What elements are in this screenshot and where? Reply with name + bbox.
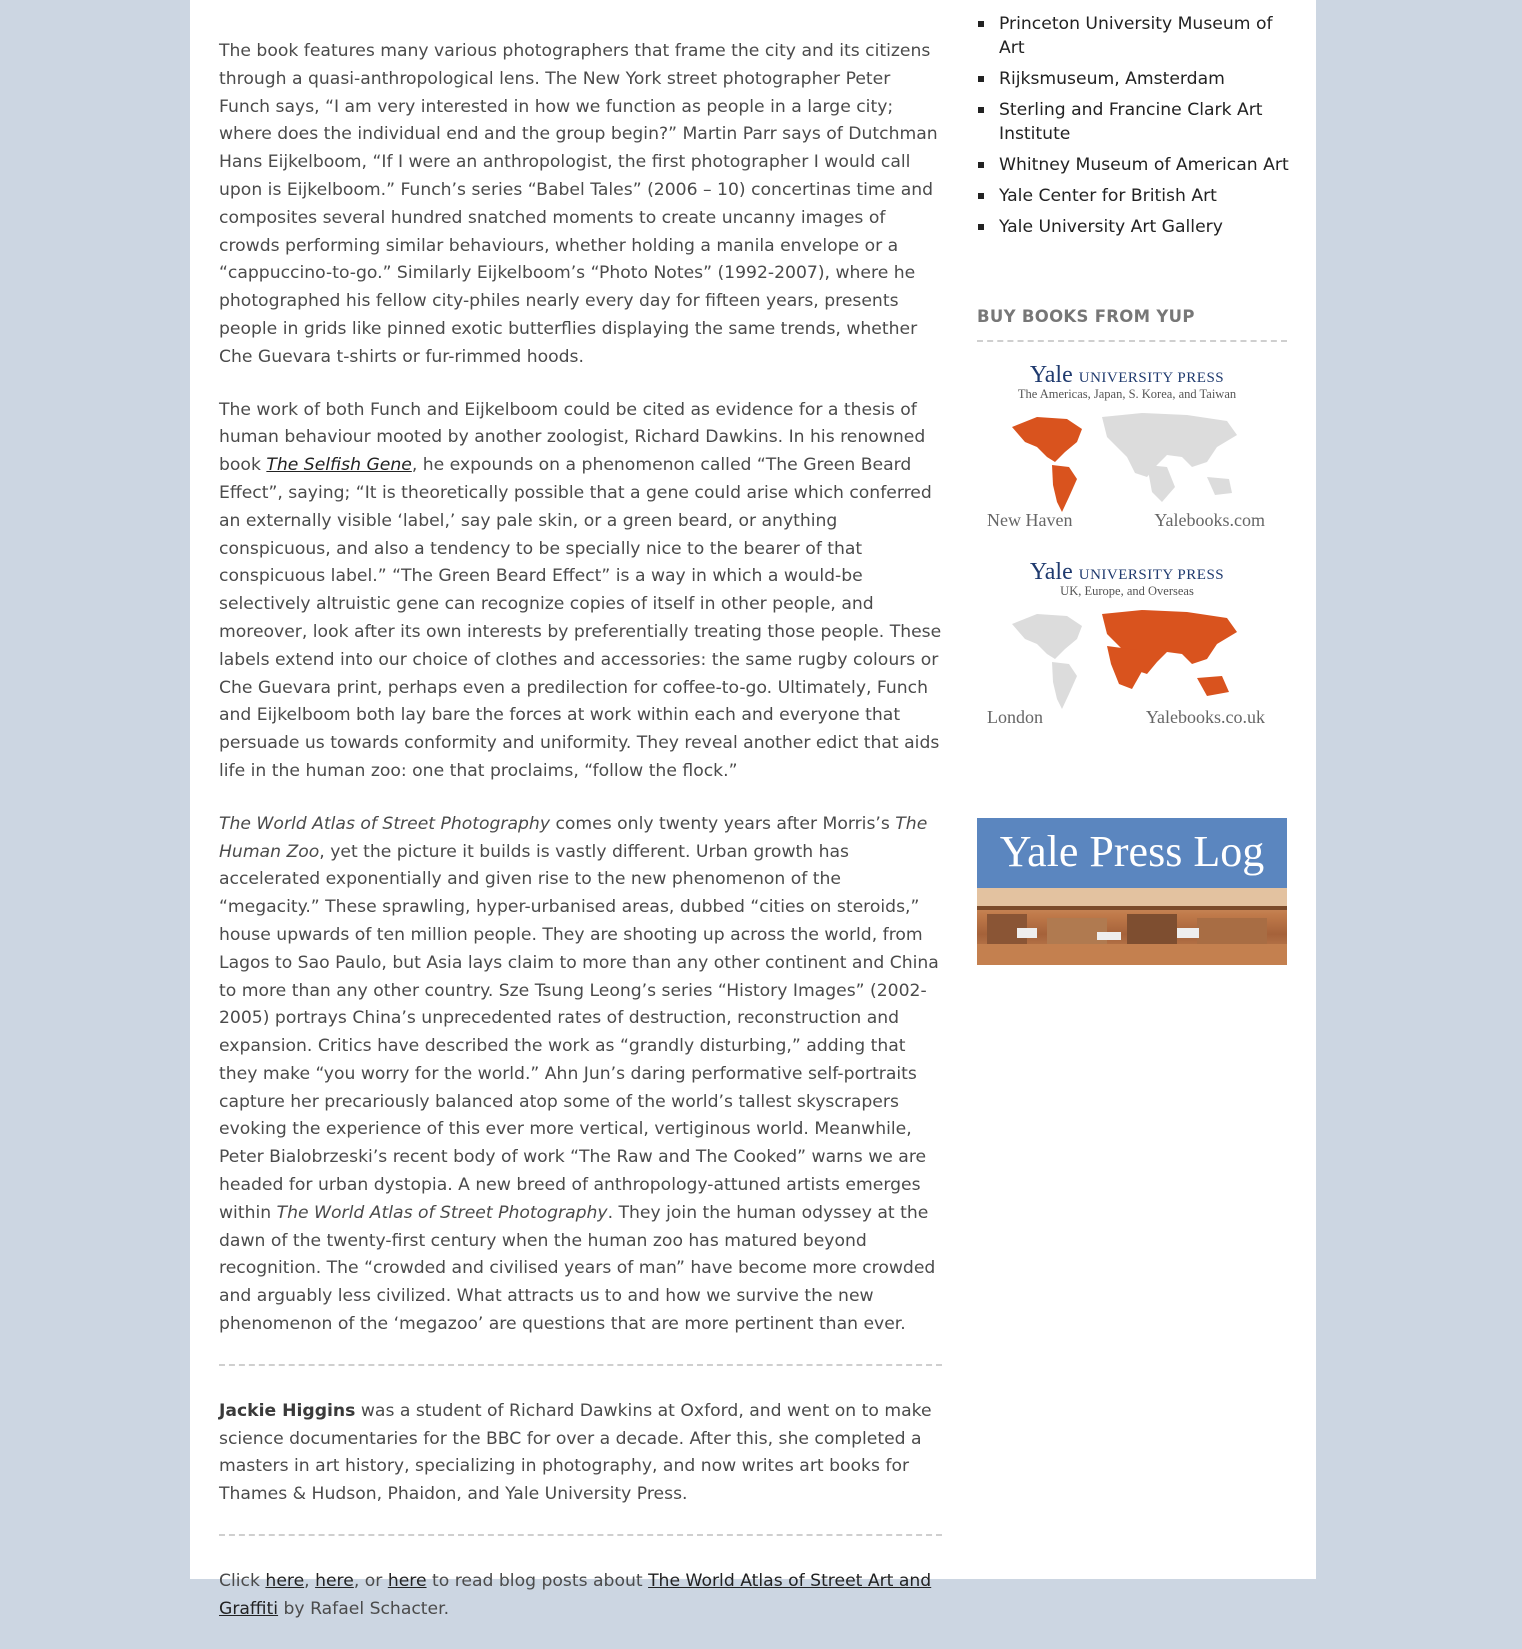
banner-city: London [987,707,1043,727]
museum-name: Yale University Art Gallery [999,217,1223,237]
text-span: . They join the human odyssey at the dawn of the twenty-first century when the human zoo has matured beyond recognition. The “crowded and civilised years of man” have become more crowded and arguably less civilized. What attracts us to and how we survive the new phenomenon of the ‘megazoo’ are questions that are more pertinent than ever. [219,1202,936,1335]
selfish-gene-link[interactable] [266,455,411,475]
text-span: comes only twenty years after Morris’s [550,813,896,834]
article-paragraph-2 [219,397,942,786]
text-span: Click [219,1571,266,1592]
here-link-2[interactable]: here [315,1571,354,1592]
brand-main: Yale [1029,362,1073,388]
text-span: to read blog posts about [426,1571,649,1592]
world-map-americas-icon [1007,407,1247,512]
banner-site: Yalebooks.com [1154,510,1265,530]
museum-list-item[interactable] [977,153,1289,177]
bullet-icon [978,224,984,230]
author-name: Jackie Higgins [219,1400,356,1421]
page [190,0,1316,1619]
text-span: , or [353,1571,388,1592]
brand-sub: UNIVERSITY PRESS [1078,567,1225,583]
book-title: The Human Zoo [219,813,928,862]
museum-list-item[interactable] [977,67,1289,91]
here-link-1[interactable]: here [265,1571,305,1592]
yale-press-log-banner[interactable] [977,818,1287,965]
world-map-europe-icon [1007,604,1247,709]
museum-name: Whitney Museum of American Art [999,155,1289,175]
street-art-book-link[interactable]: The World Atlas of Street Art and Graffiti [219,1571,932,1619]
bullet-icon [978,107,984,113]
text-span: , [304,1571,316,1592]
brand-main: Yale [1029,559,1073,585]
book-title: The World Atlas of Street Photography [276,1202,608,1223]
article-paragraph-3 [219,811,942,1339]
museum-name: Princeton University Museum of Art [999,14,1273,58]
text-span: was a student of Richard Dawkins at Oxford, and went on to make science documentaries for the BBC for over a decade. After this, she completed a masters in art history, specializing in photography, and now writes art books for Thames & Hudson, Phaidon, and Yale University Press. [219,1400,932,1505]
banner-region: The Americas, Japan, S. Korea, and Taiwan [1017,387,1237,401]
article-paragraph-1: The book features many various photographers that frame the city and its citizens through a quasi-anthropological lens. The New York street photographer Peter Funch says, “I am very interested in how we function as people in a large city; where does the individual end and the group begin?” Martin Parr says of Dutchman Hans Eijkelboom, “If I were an anthropologist, the first photographer I would call upon is Eijkelboom.” Funch’s series “Babel Tales” (2006 – 10) concertinas time and composites several hundred snatched moments to create uncanny images of crowds performing similar behaviours, whether holding a manila envelope or a “cappuccino-to-go.” Similarly Eijkelboom’s “Photo Notes” (1992-2007), where he photographed his fellow city-philes nearly every day for fifteen years, presents people in grids like pinned exotic butterflies displaying the same trends, whether Che Guevara t-shirts or fur-rimmed hoods. [219,41,938,367]
museum-name: Yale Center for British Art [999,186,1217,206]
text-span: The work of both Funch and Eijkelboom could be cited as evidence for a thesis of human behaviour mooted by another zoologist, Richard Dawkins. In his renowned book [219,399,926,476]
presslog-title: Yale Press Log [999,827,1265,876]
bullet-icon [978,193,984,199]
text-span: , yet the picture it builds is vastly different. Urban growth has accelerated exponentially and given rise to the new phenomenon of the “megacity.” These sprawling, hyper-urbanised areas, dubbed “cities on steroids,” house upwards of ten million people. They are shooting up across the world, from Lagos to Sao Paulo, but Asia lays claim to more than any other continent and China to more than any other country. Sze Tsung Leong’s series “History Images” (2002-2005) portrays China’s unprecedented rates of destruction, reconstruction and expansion. Critics have described the work as “grandly disturbing,” adding that they make “you worry for the world.” Ahn Jun’s daring performative self-portraits capture her precariously balanced atop some of the world’s tallest skyscrapers evoking the experience of this ever more vertical, vertiginous world. Meanwhile, Peter Bialobrzeski’s recent body of work “The Raw and The Cooked” warns we are headed for urban dystopia. A new breed of anthropology-attuned artists emerges within [219,841,939,1223]
banner-site: Yalebooks.co.uk [1145,707,1265,727]
author-bio [219,1398,942,1509]
museum-list-item[interactable] [977,12,1289,60]
book-title: The Selfish Gene [266,455,412,476]
text-span: by Rafael Schacter. [278,1598,450,1619]
yup-uk-banner[interactable] [977,559,1287,734]
here-link-3[interactable]: here [387,1571,427,1592]
article-body [219,38,942,1649]
yup-americas-banner[interactable] [977,362,1287,537]
related-posts-line [219,1568,942,1624]
museum-list [977,12,1289,246]
library-photo-icon [977,888,1287,965]
museum-name: Rijksmuseum, Amsterdam [999,69,1225,89]
bullet-icon [978,21,984,27]
museum-name: Sterling and Francine Clark Art Institute [999,100,1263,144]
divider [219,1364,942,1366]
divider [219,1534,942,1536]
museum-list-item[interactable] [977,184,1289,208]
bullet-icon [978,76,984,82]
brand-sub: UNIVERSITY PRESS [1078,370,1225,386]
museum-list-item[interactable] [977,98,1289,146]
text-span: , he expounds on a phenomenon called “The Green Beard Effect”, saying; “It is theoretically possible that a gene could arise which conferred an externally visible ‘label,’ say pale skin, or a green beard, or anything conspicuous, and also a tendency to be specially nice to the bearer of that conspicuous label.” “The Green Beard Effect” is a way in which a would-be selectively altruistic gene can recognize copies of itself in other people, and moreover, look after its own interests by preferentially treating those people. These labels extend into our choice of clothes and accessories: the same rugby colours or Che Guevara print, perhaps even a predilection for coffee-to-go. Ultimately, Funch and Eijkelboom both lay bare the forces at work within each and everyone that persuade us towards conformity and uniformity. They reveal another edict that aids life in the human zoo: one that proclaims, “follow the flock.” [219,455,942,781]
book-title: The World Atlas of Street Photography [219,813,550,834]
banner-region: UK, Europe, and Overseas [1060,584,1194,598]
museum-list-item[interactable] [977,215,1289,239]
bullet-icon [978,162,984,168]
buy-books-heading: BUY BOOKS FROM YUP [977,307,1287,342]
banner-city: New Haven [987,510,1073,530]
